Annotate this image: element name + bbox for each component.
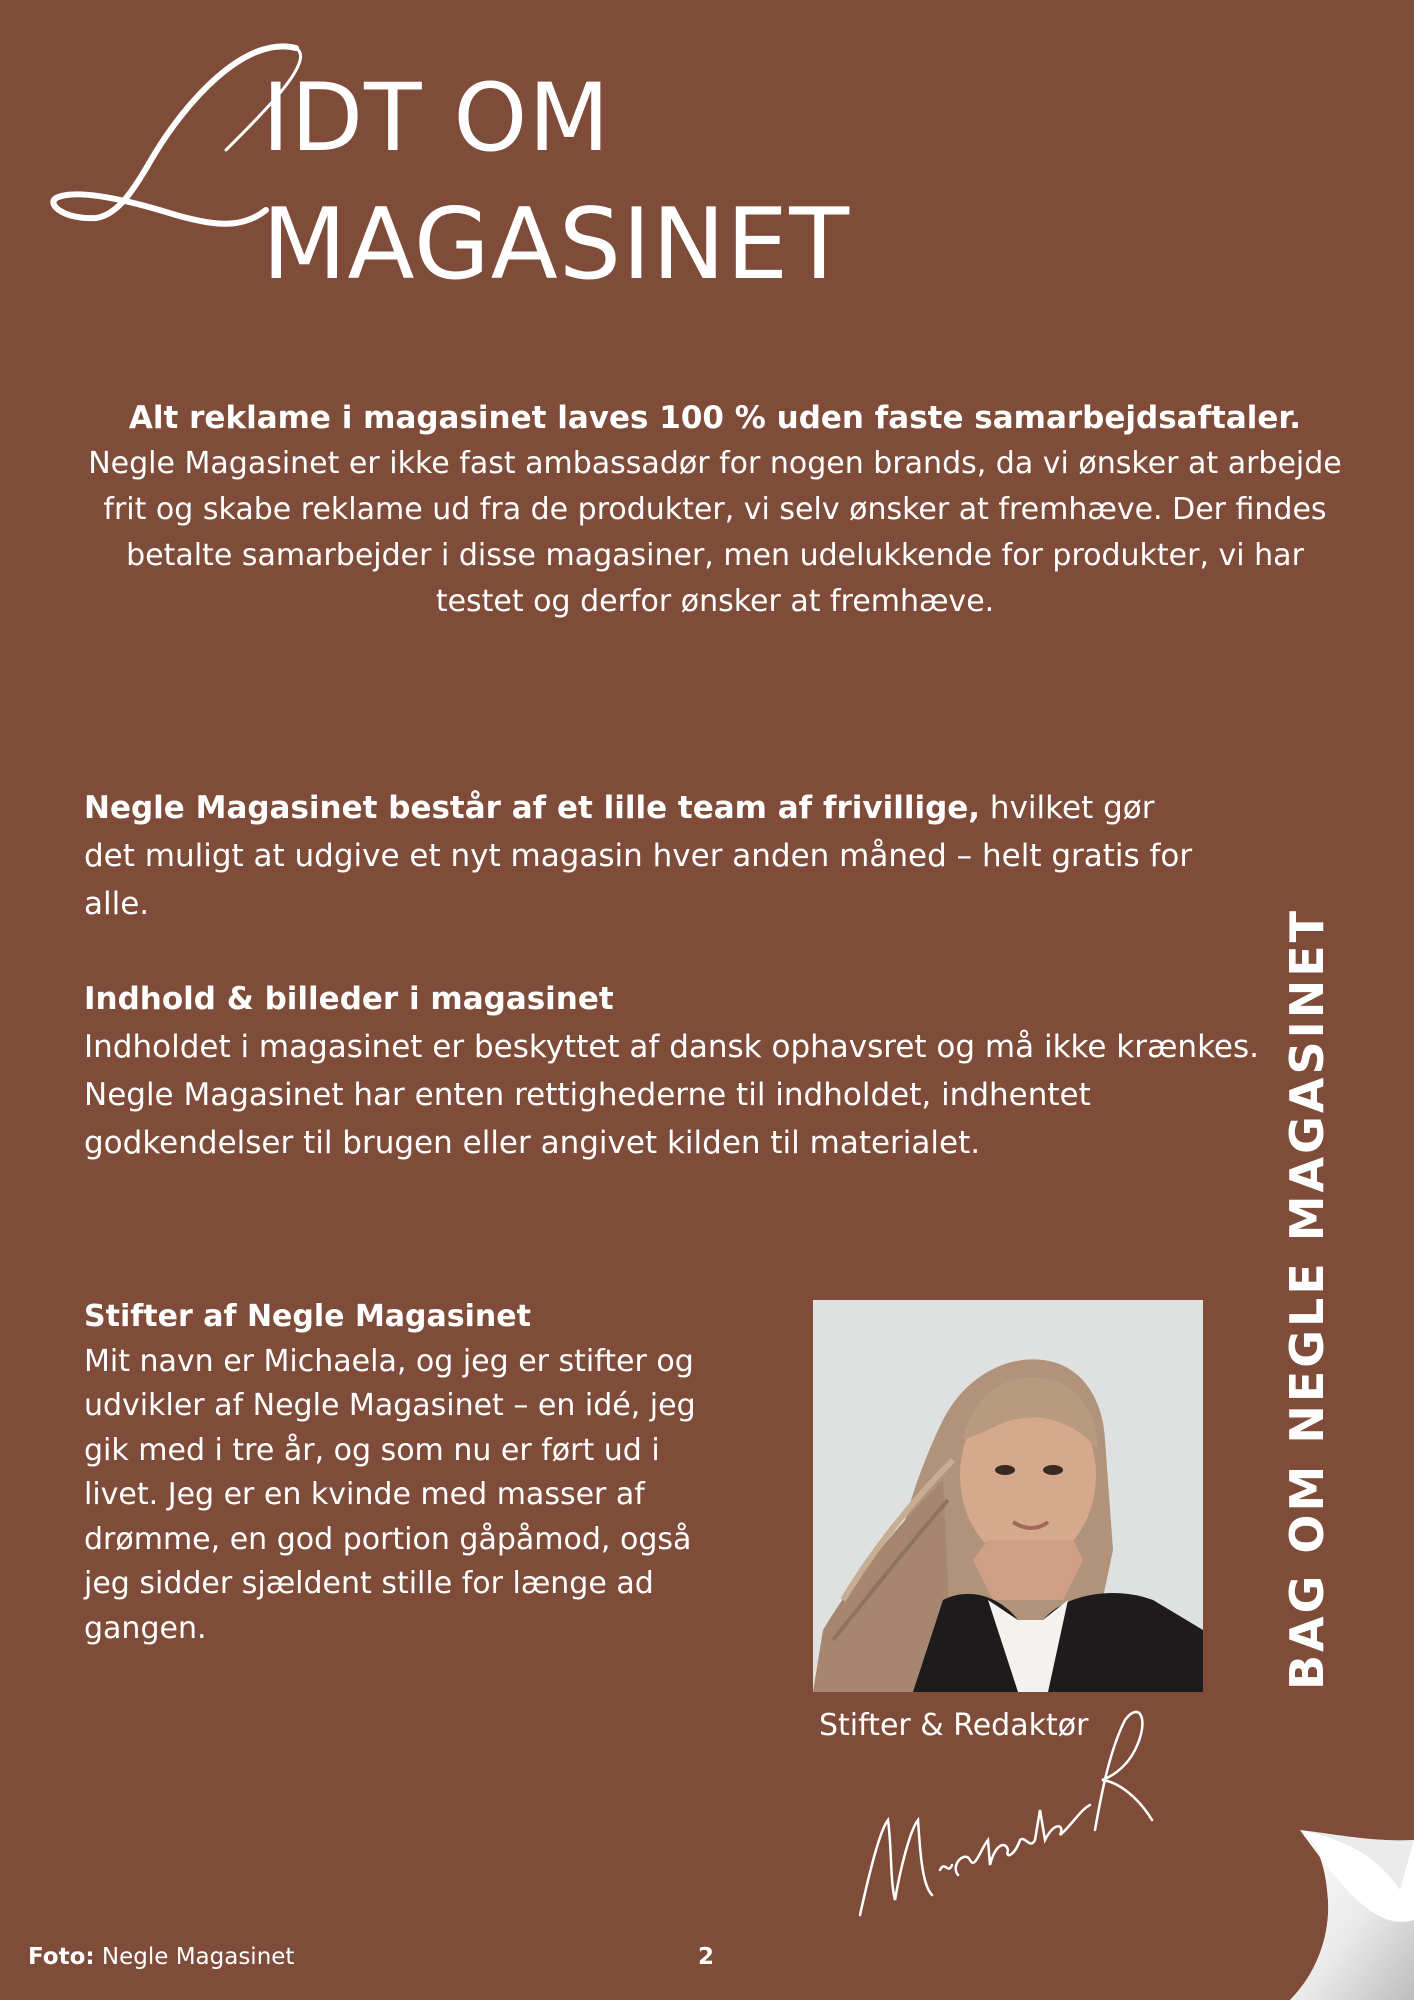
title-line-2: MAGASINET <box>262 188 851 302</box>
content-heading: Indhold & billeder i magasinet <box>84 981 614 1017</box>
photo-credit-label: Foto: <box>28 1944 95 1970</box>
photo-credit <box>28 1944 294 1970</box>
intro-body: Negle Magasinet er ikke fast ambassadør for nogen brands, da vi ønsker at arbejde frit og skabe reklame ud fra de produkter, vi selv ønsker at fremhæve. Der findes betalte samarbejder i disse magasiner, men udelukkende for produkter, vi har testet og derfor ønsker at fremhæve. <box>88 446 1342 619</box>
signature-michaela-r <box>840 1700 1170 1930</box>
team-section <box>84 784 1214 928</box>
intro-lead: Alt reklame i magasinet laves 100 % uden faste samarbejdsaftaler. <box>128 400 1302 436</box>
founder-photo <box>813 1300 1203 1692</box>
photo-credit-value: Negle Magasinet <box>94 1944 295 1970</box>
content-section <box>84 975 1264 1167</box>
team-body: hvilket gør det muligt at udgive et nyt magasin hver anden måned – helt gratis for alle. <box>84 790 1193 922</box>
page-number: 2 <box>698 1944 715 1970</box>
page-curl-icon[interactable] <box>1290 1800 1414 2000</box>
title-line-1: IDT OM <box>262 64 611 173</box>
intro-section <box>80 395 1350 625</box>
founder-section <box>84 1295 734 1651</box>
team-lead: Negle Magasinet består af et lille team af frivillige, <box>84 790 981 826</box>
photo-caption: Stifter & Redaktør <box>819 1708 1089 1743</box>
founder-heading: Stifter af Negle Magasinet <box>84 1299 531 1334</box>
content-body: Indholdet i magasinet er beskyttet af dansk ophavsret og må ikke krænkes. Negle Magasinet har enten rettighederne til indholdet, indhentet godkendelser til brugen eller angivet kilden til materialet. <box>84 1029 1260 1161</box>
founder-body: Mit navn er Michaela, og jeg er stifter og udvikler af Negle Magasinet – en idé, jeg gik med i tre år, og som nu er ført ud i livet. Jeg er en kvinde med masser af drømme, en god portion gåpåmod, også jeg sidder sjældent stille for længe ad gangen. <box>84 1343 696 1646</box>
side-section-label: BAG OM NEGLE MAGASINET <box>1280 907 1334 1690</box>
